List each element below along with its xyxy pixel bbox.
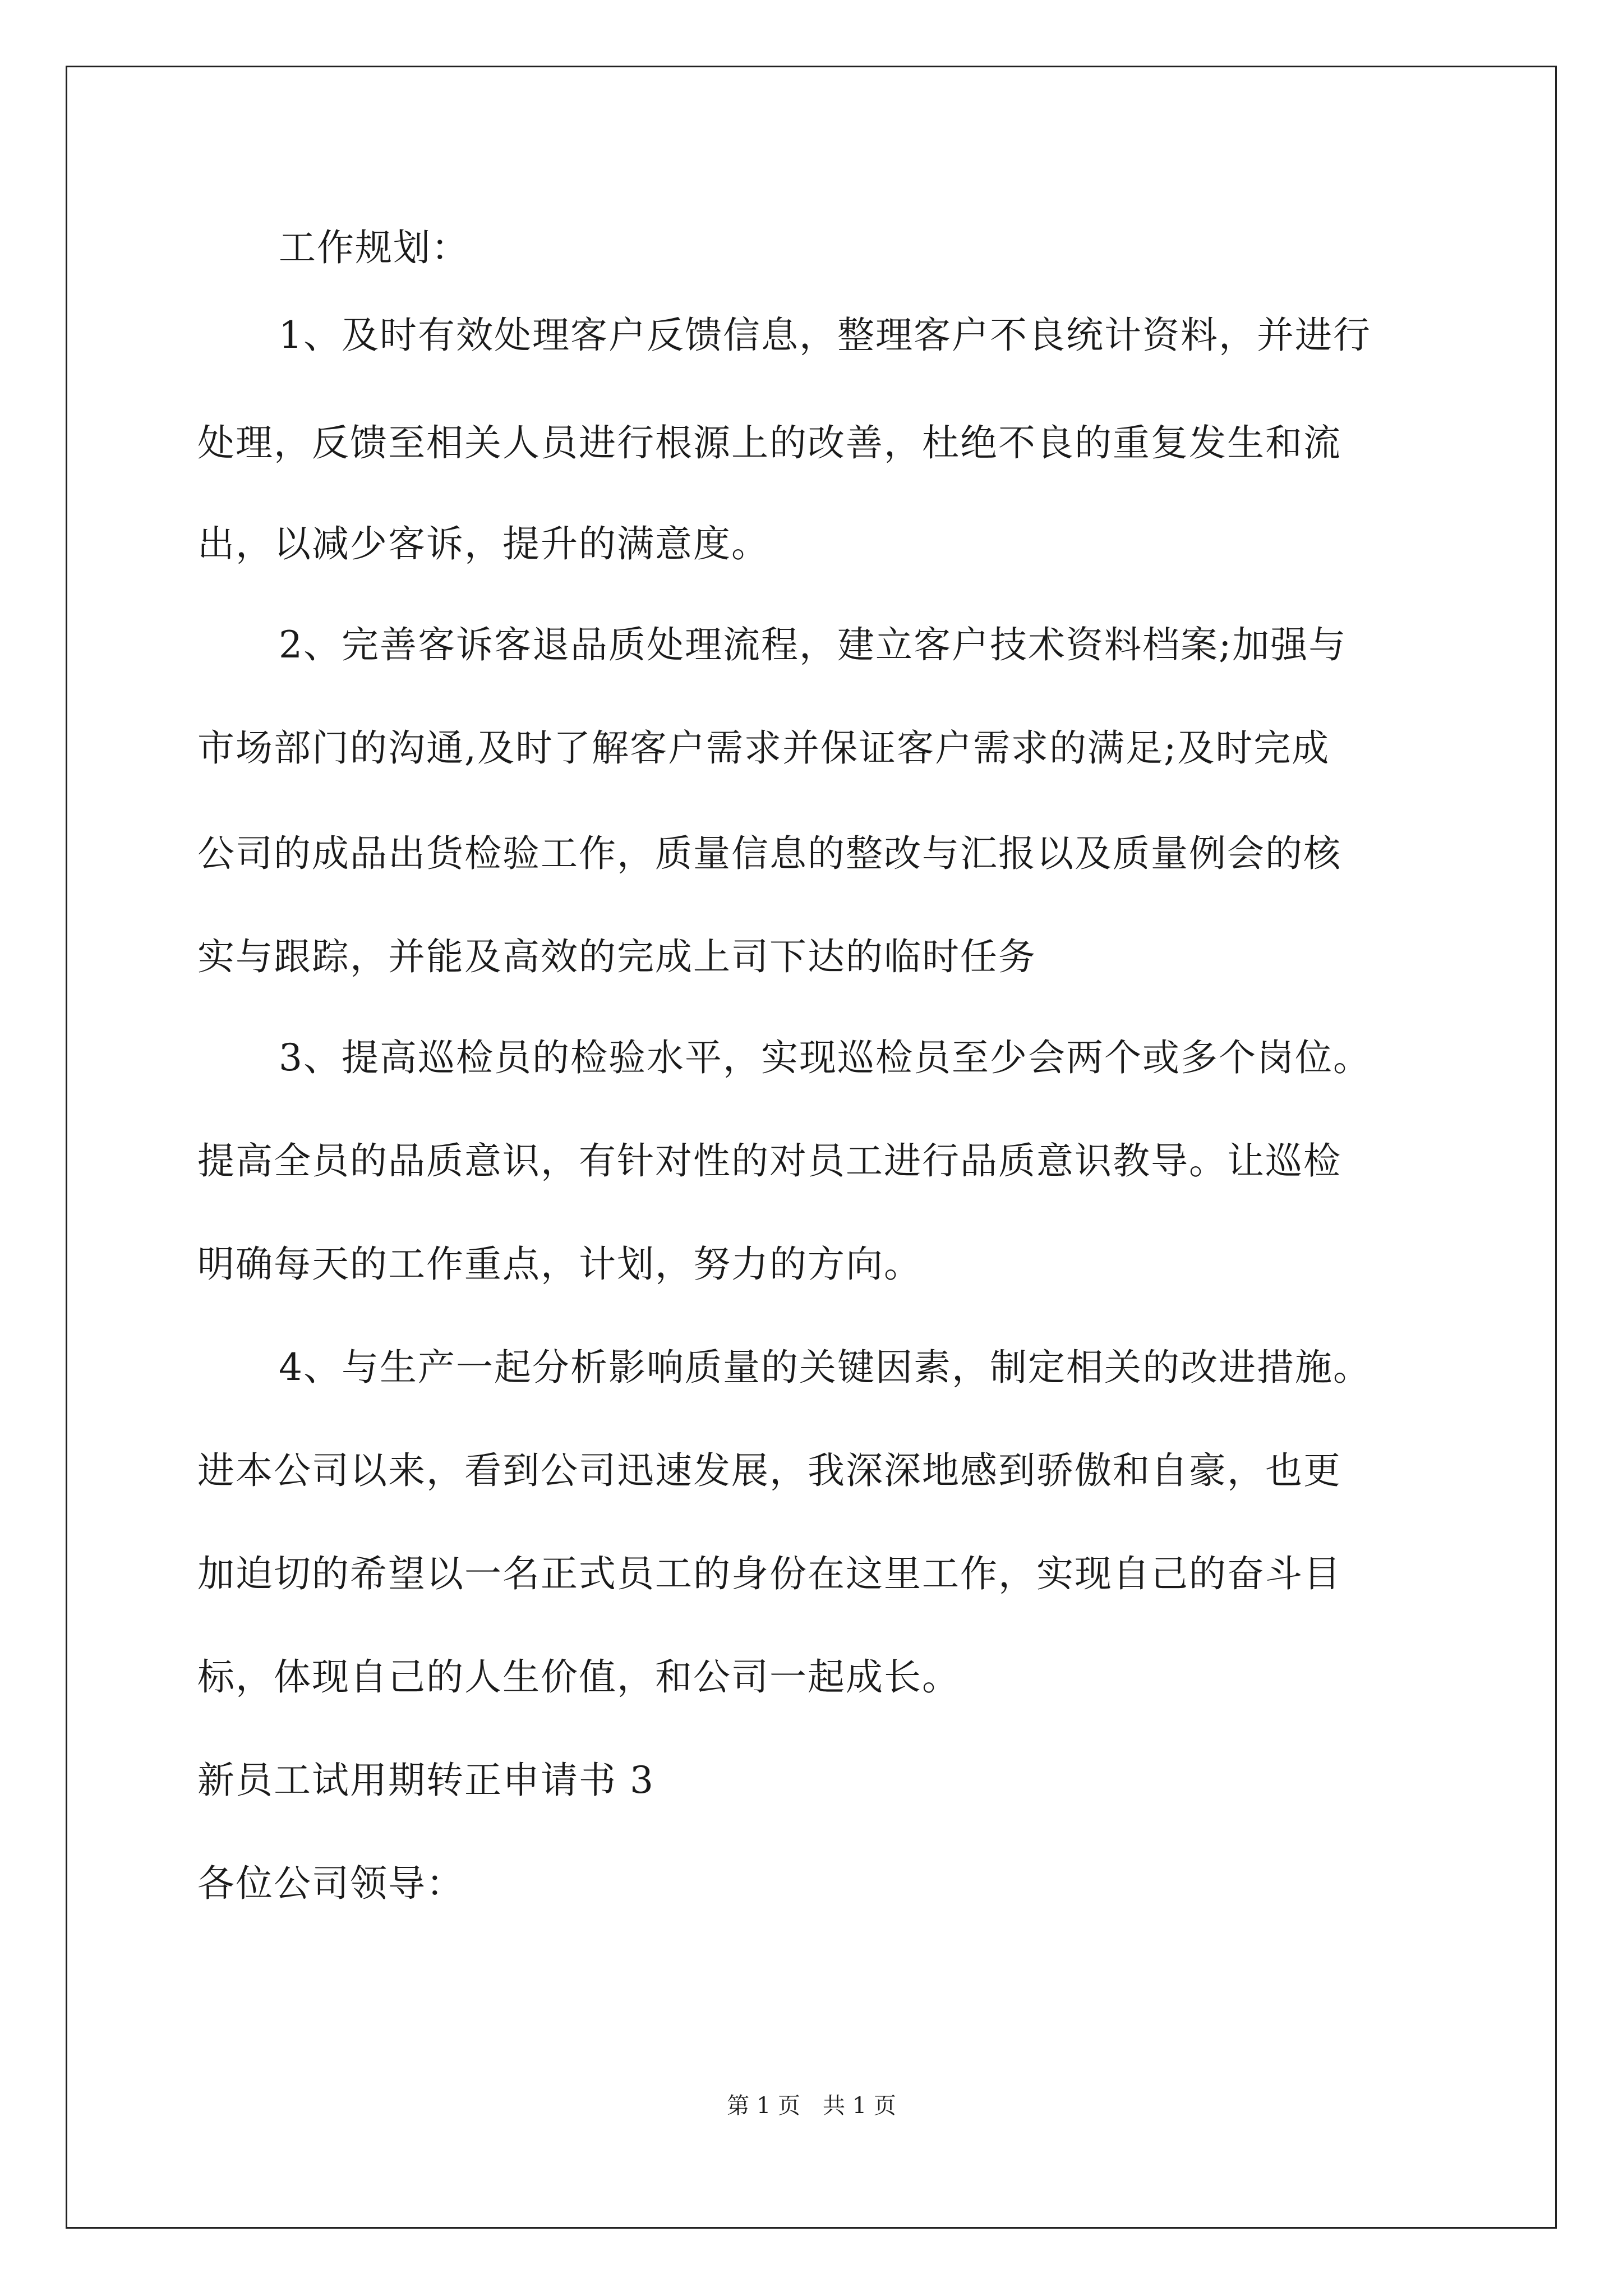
heading-work-plan: 工作规划： bbox=[279, 226, 469, 269]
paragraph-4-line-2: 进本公司以来，看到公司迅速发展，我深深地感到骄傲和自豪，也更 bbox=[197, 1449, 1341, 1492]
paragraph-1-line-1: 1、及时有效处理客户反馈信息，整理客户不良统计资料，并进行 bbox=[279, 314, 1371, 357]
paragraph-4-line-4: 标，体现自己的人生价值，和公司一起成长。 bbox=[197, 1655, 960, 1699]
page-footer: 第 1 页 共 1 页 bbox=[727, 2093, 896, 2119]
paragraph-4-line-3: 加迫切的希望以一名正式员工的身份在这里工作，实现自己的奋斗目 bbox=[197, 1552, 1341, 1595]
salutation: 各位公司领导： bbox=[197, 1862, 464, 1905]
paragraph-2-line-2: 市场部门的沟通,及时了解客户需求并保证客户需求的满足;及时完成 bbox=[197, 726, 1330, 770]
paragraph-1-line-3: 出，以减少客诉，提升的满意度。 bbox=[197, 522, 769, 565]
paragraph-2-line-3: 公司的成品出货检验工作，质量信息的整改与汇报以及质量例会的核 bbox=[197, 832, 1341, 875]
paragraph-1-line-2: 处理，反馈至相关人员进行根源上的改善，杜绝不良的重复发生和流 bbox=[197, 421, 1341, 464]
paragraph-2-line-1: 2、完善客诉客退品质处理流程，建立客户技术资料档案;加强与 bbox=[279, 623, 1347, 666]
section-title: 新员工试用期转正申请书 3 bbox=[197, 1759, 654, 1802]
paragraph-3-line-2: 提高全员的品质意识，有针对性的对员工进行品质意识教导。让巡检 bbox=[197, 1139, 1341, 1182]
paragraph-3-line-1: 3、提高巡检员的检验水平，实现巡检员至少会两个或多个岗位。 bbox=[279, 1036, 1371, 1079]
paragraph-4-line-1: 4、与生产一起分析影响质量的关键因素，制定相关的改进措施。 bbox=[279, 1346, 1371, 1389]
paragraph-2-line-4: 实与跟踪，并能及高效的完成上司下达的临时任务 bbox=[197, 935, 1036, 978]
paragraph-3-line-3: 明确每天的工作重点，计划，努力的方向。 bbox=[197, 1243, 922, 1286]
